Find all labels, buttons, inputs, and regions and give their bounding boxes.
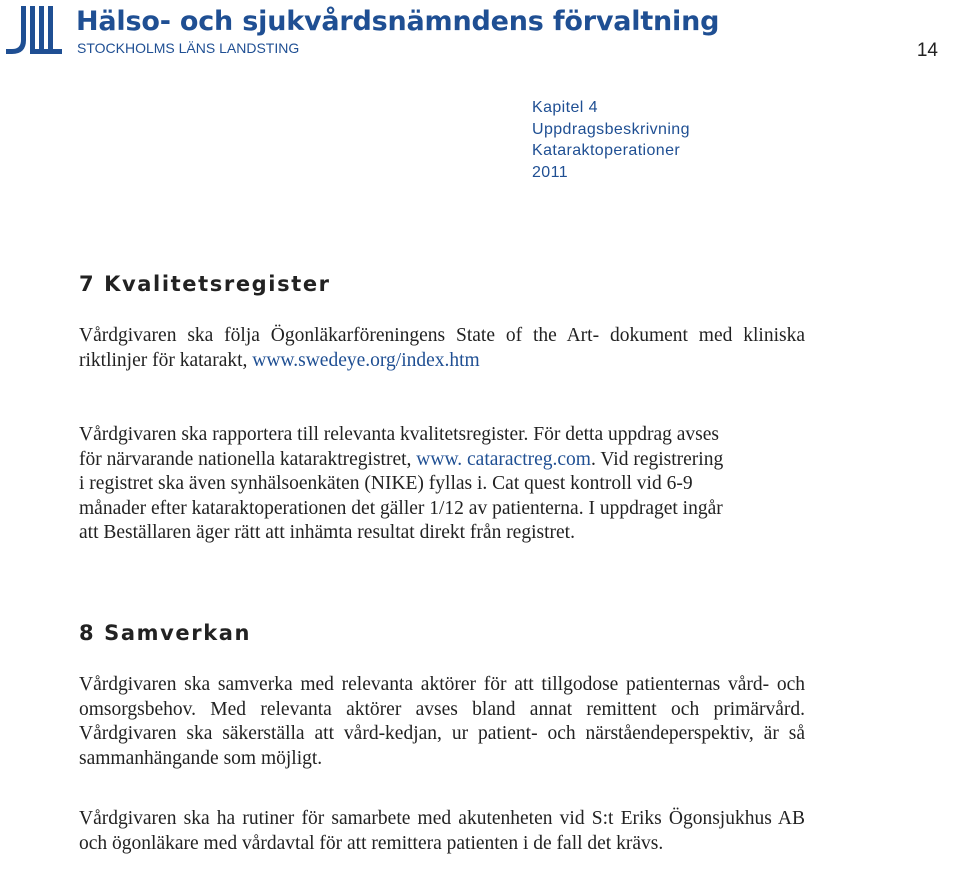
paragraph-text: Vårdgivaren ska följa Ögonläkarföreningens State of the Art- dokument med kliniska riktlinjer för katarakt, (79, 325, 805, 371)
org-subtitle: STOCKHOLMS LÄNS LANDSTING (77, 40, 300, 56)
paragraph-samverkan: Vårdgivaren ska samverka med relevanta aktörer för att tillgodose patienternas vård- och omsorgsbehov. Med relevanta aktörer avses bland annat remittent och primärvård. Vårdgivaren ska säkerställa att vård-kedjan, ur patient- och närståendeperspektiv, är så sammanhängande som möjligt. (79, 674, 805, 769)
paragraph-state-of-the-art (79, 324, 805, 373)
paragraph-text: . Vid registrering i registret ska även synhälsoenkäten (NIKE) fyllas i. Cat quest kontroll vid 6-9 månader efter kataraktoperationen det gäller 1/12 av patienterna. I uppdraget ingår att Beställaren äger rätt att inhämta resultat direkt från registret. (79, 448, 724, 543)
section-heading-kvalitetsregister: 7 Kvalitetsregister (79, 272, 331, 296)
doc-type: Uppdragsbeskrivning (532, 120, 690, 138)
section-heading-samverkan: 8 Samverkan (79, 621, 252, 645)
doc-subject: Kataraktoperationer (532, 142, 681, 159)
cataractreg-link[interactable]: www. cataractreg.com (416, 448, 591, 470)
doc-year: 2011 (532, 163, 569, 181)
org-name: Hälso- och sjukvårdsnämndens förvaltning (76, 6, 720, 37)
doc-chapter: Kapitel 4 (532, 99, 598, 116)
swedeye-link[interactable]: www.swedeye.org/index.htm (252, 349, 480, 371)
page-number: 14 (916, 40, 938, 61)
paragraph-text: Vårdgivaren ska rapportera till relevanta kvalitetsregister. För detta uppdrag avses för närvarande nationella kataraktregistret, (79, 424, 720, 470)
sll-logo-icon (6, 6, 62, 56)
paragraph-kvalitetsregister (79, 423, 729, 546)
paragraph-akutenheten: Vårdgivaren ska ha rutiner för samarbete med akutenheten vid S:t Eriks Ögonsjukhus AB och ögonläkare med vårdavtal för att remittera patienten i de fall det krävs. (79, 808, 805, 854)
document-meta (532, 97, 690, 183)
